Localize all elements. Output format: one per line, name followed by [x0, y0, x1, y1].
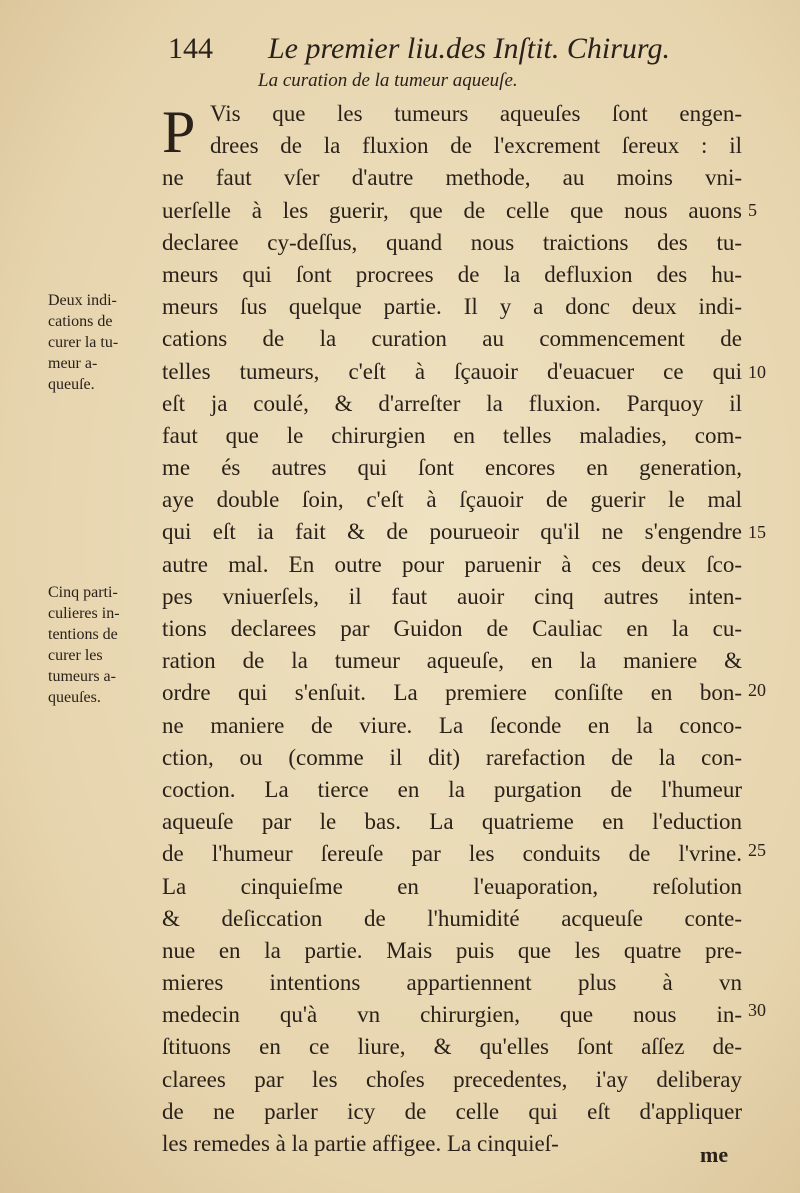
text-line: faut que le chirurgien en telles maladies, com-: [162, 422, 742, 448]
catchword: me: [700, 1142, 729, 1167]
text-line: uerſelle à les guerir, que de celle que nous auons: [162, 197, 742, 223]
text-line: ne maniere de viure. La ſeconde en la conco-: [162, 712, 742, 738]
text-line: telles tumeurs, c'eſt à ſçauoir d'euacuer ce qui: [162, 358, 742, 384]
text-line: declaree cy-deſſus, quand nous traictions des tu-: [162, 229, 742, 255]
running-title: Le premier liu.des Inſtit. Chirurg.: [268, 32, 670, 65]
side-note-line: curer la tu-: [48, 334, 119, 351]
line-number: 15: [748, 522, 766, 542]
text-line: ration de la tumeur aqueuſe, en la maniere &: [162, 648, 742, 674]
text-line: La cinquieſme en l'euaporation, reſolution: [162, 873, 742, 899]
text-line: les remedes à la partie affigee. La cinquieſ-: [162, 1131, 559, 1156]
text-line: Vis que les tumeurs aqueuſes ſont engen-: [210, 101, 742, 126]
text-line: clarees par les choſes precedentes, i'ay deliberay: [162, 1066, 742, 1092]
text-line: pes vniuerſels, il faut auoir cinq autres inten-: [162, 583, 742, 609]
page-number: 144: [168, 32, 213, 65]
text-line: de ne parler icy de celle qui eſt d'appliquer: [162, 1098, 742, 1124]
text-line: ordre qui s'enſuit. La premiere conſiſte en bon-: [162, 680, 742, 706]
side-note-line: tentions de: [48, 626, 118, 643]
side-note-line: curer les: [48, 647, 103, 664]
text-line: coction. La tierce en la purgation de l'humeur: [162, 776, 742, 802]
text-line: medecin qu'à vn chirurgien, que nous in-: [162, 1002, 742, 1028]
text-line: ction, ou (comme il dit) rarefaction de la con-: [162, 744, 742, 770]
body-text: [162, 98, 742, 1160]
section-title: La curation de la tumeur aqueuſe.: [258, 70, 518, 91]
text-line: qui eſt ia fait & de pourueoir qu'il ne s'engendre: [162, 519, 742, 545]
drop-cap: P: [162, 99, 196, 165]
text-line: drees de la fluxion de l'excrement ſereux : il: [210, 133, 742, 159]
text-line: ſtituons en ce liure, & qu'elles ſont aſſez de-: [162, 1034, 742, 1060]
text-line: eſt ja coulé, & d'arreſter la fluxion. Parquoy il: [162, 390, 742, 416]
page-header: [168, 30, 728, 70]
text-line: cations de la curation au commencement de: [162, 326, 742, 352]
side-note-line: Cinq parti-: [48, 584, 118, 601]
side-note-line: cations de: [48, 313, 113, 330]
text-line: me és autres qui ſont encores en generation,: [162, 455, 742, 481]
text-line: tions declarees par Guidon de Cauliac en la cu-: [162, 616, 742, 641]
line-number: 10: [748, 362, 766, 382]
side-note-line: tumeurs a-: [48, 668, 116, 685]
line-number: 20: [748, 680, 766, 700]
side-note-indications: [48, 290, 160, 395]
text-line: nue en la partie. Mais puis que les quatre pre-: [162, 937, 742, 963]
side-note-line: meur a-: [48, 355, 98, 372]
text-line: mieres intentions appartiennent plus à vn: [162, 970, 742, 996]
text-line: aye double ſoin, c'eſt à ſçauoir de guerir le mal: [162, 487, 742, 513]
side-note-line: queuſes.: [48, 689, 101, 706]
text-line: meurs ſus quelque partie. Il y a donc deux indi-: [162, 294, 742, 320]
text-line: & deſiccation de l'humidité acqueuſe conte-: [162, 905, 742, 931]
side-note-line: Deux indi-: [48, 292, 117, 309]
text-line: ne faut vſer d'autre methode, au moins vni-: [162, 165, 742, 191]
text-line: aqueuſe par le bas. La quatrieme en l'eduction: [162, 809, 742, 835]
line-number: 30: [748, 1000, 766, 1020]
text-line: autre mal. En outre pour paruenir à ces deux ſco-: [162, 551, 742, 577]
line-number: 5: [748, 200, 757, 220]
side-note-line: queuſe.: [48, 376, 95, 393]
side-note-line: culieres in-: [48, 605, 120, 622]
line-number: 25: [748, 840, 766, 860]
text-line: meurs qui ſont procrees de la defluxion des hu-: [162, 261, 742, 287]
text-line: de l'humeur ſereuſe par les conduits de l'vrine.: [162, 841, 742, 867]
side-note-intentions: [48, 582, 160, 708]
